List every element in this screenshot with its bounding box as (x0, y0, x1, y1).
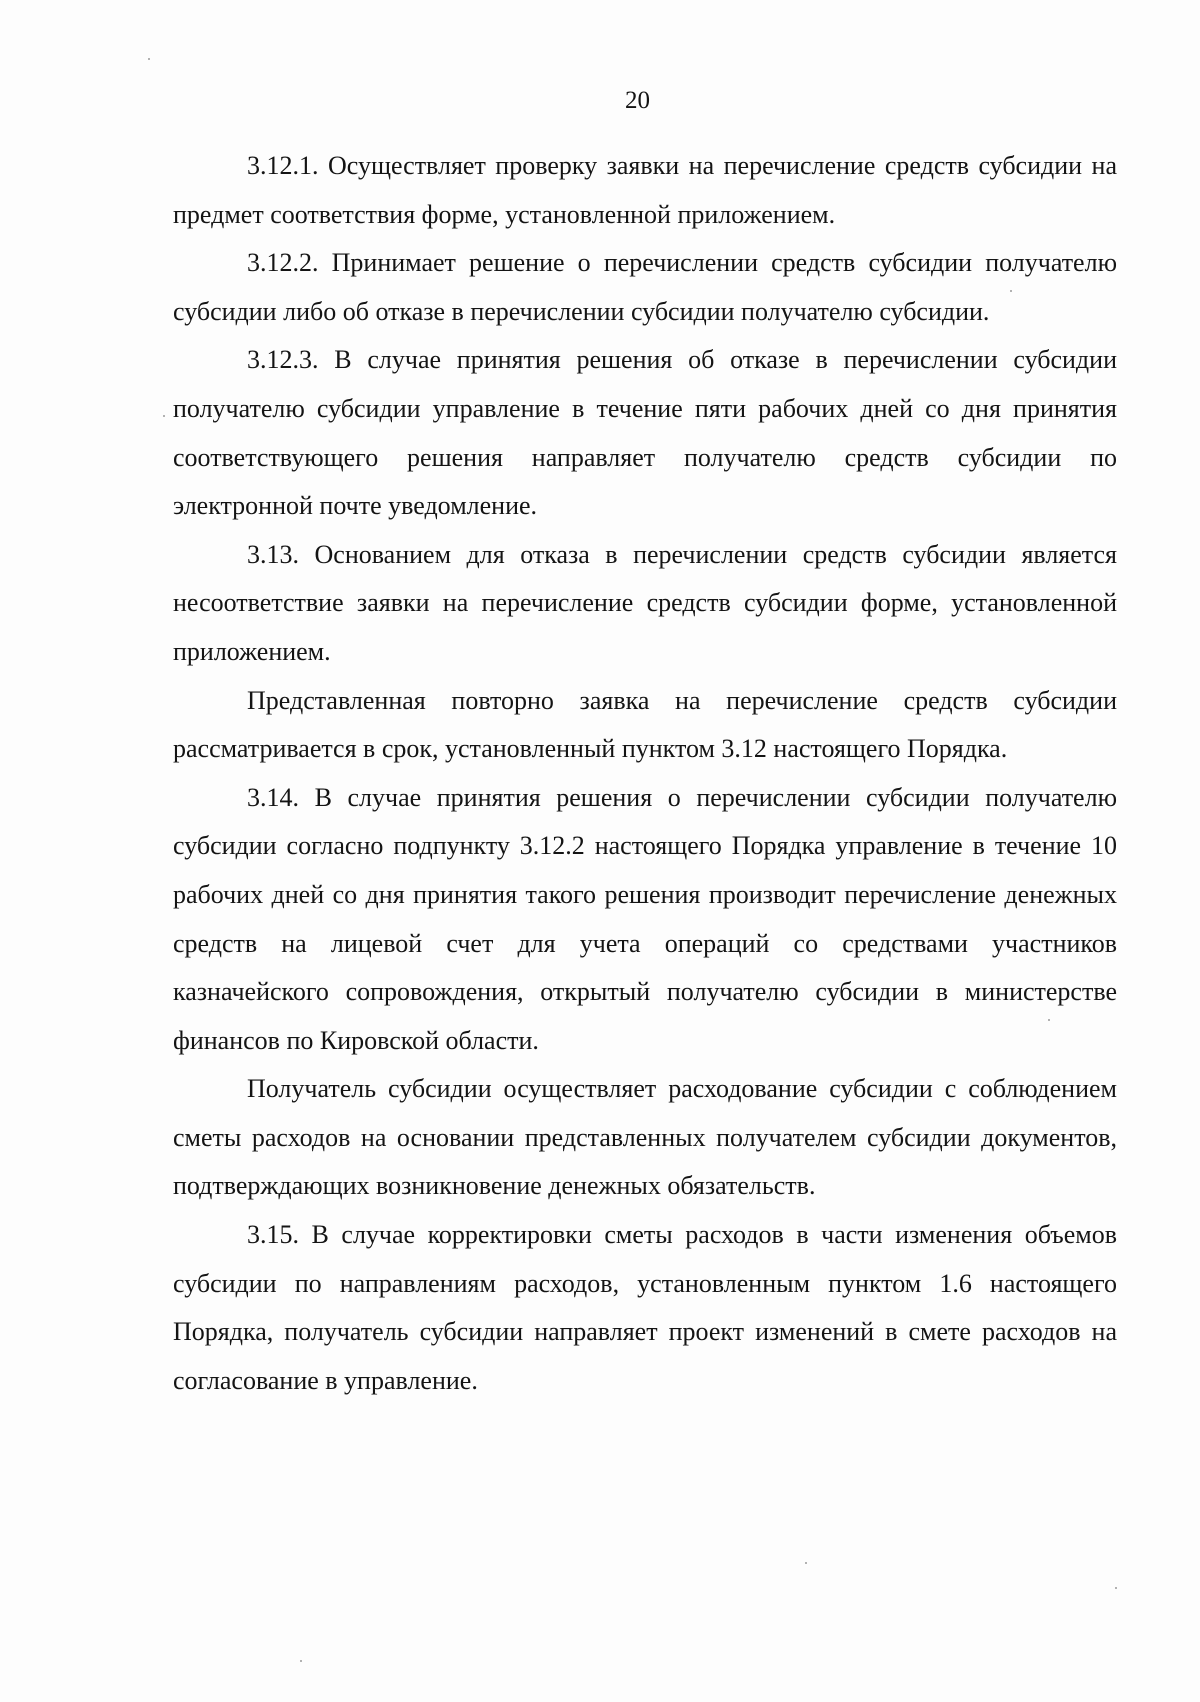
paragraph-spending: Получатель субсидии осуществляет расходование субсидии с соблюдением сметы расходов на основании представленных получателем субсидии документов, подтверждающих возникновение денежных обязательств. (173, 1074, 1117, 1201)
page-number: 20 (625, 87, 650, 114)
scan-speck (1010, 290, 1012, 292)
paragraph-3-14: 3.14. В случае принятия решения о перечислении субсидии получателю субсидии согласно подпункту 3.12.2 настоящего Порядка управление в течение 10 рабочих дней со дня принятия такого решения производит перечисление денежных средств на лицевой счет для учета операций со средствами участников казначейского сопровождения, открытый получателю субсидии в министерстве финансов по Кировской области. (173, 782, 1117, 1055)
scan-speck (1048, 1019, 1050, 1021)
paragraph-repeat-application: Представленная повторно заявка на перечисление средств субсидии рассматривается в срок, установленный пунктом 3.12 настоящего Порядка. (173, 685, 1117, 764)
paragraph-3-15: 3.15. В случае корректировки сметы расходов в части изменения объемов субсидии по направлениям расходов, установленным пунктом 1.6 настоящего Порядка, получатель субсидии направляет проект изменений в смете расходов на согласование в управление. (173, 1220, 1117, 1395)
scan-speck (1115, 1587, 1117, 1589)
scan-speck (300, 1660, 302, 1662)
scan-speck (148, 58, 150, 60)
scan-speck (805, 1562, 807, 1564)
paragraph-3-12-1: 3.12.1. Осуществляет проверку заявки на перечисление средств субсидии на предмет соответствия форме, установленной приложением. (173, 151, 1117, 229)
paragraph-3-12-2: 3.12.2. Принимает решение о перечислении средств субсидии получателю субсидии либо об отказе в перечислении субсидии получателю субсидии. (173, 248, 1117, 326)
paragraph-3-13: 3.13. Основанием для отказа в перечислении средств субсидии является несоответствие заявки на перечисление средств субсидии форме, установленной приложением. (173, 539, 1117, 666)
paragraph-3-12-3: 3.12.3. В случае принятия решения об отказе в перечислении субсидии получателю субсидии управление в течение пяти рабочих дней со дня принятия соответствующего решения направляет получателю средств субсидии по электронной почте уведомление. (173, 345, 1117, 521)
scan-speck (163, 415, 165, 417)
document-body (173, 142, 1117, 1405)
